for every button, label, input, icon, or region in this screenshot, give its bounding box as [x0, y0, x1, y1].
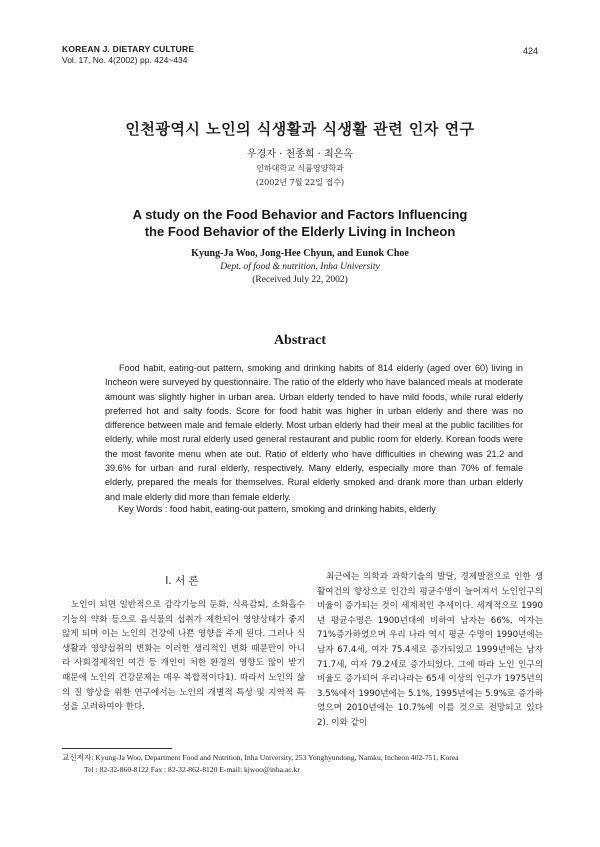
korean-affiliation: 인하대학교 식품영양학과 [256, 164, 344, 173]
journal-name: KOREAN J. DIETARY CULTURE [62, 44, 195, 54]
english-authors: Kyung-Ja Woo, Jong-Hee Chyun, and Eunok Choe [191, 248, 409, 259]
english-title-line-1: A study on the Food Behavior and Factors Influencing [132, 207, 468, 222]
korean-title: 인천광역시 노인의 식생활과 식생활 관련 인자 연구 [125, 120, 475, 138]
right-column-text: 최근에는 의학과 과학기술의 발달, 경제발전으로 인한 생활여건의 향상으로 인간의 평균수명이 늘어져서 노인인구의 비율이 증가되는 것이 세계적인 추세이다. 세계적으로 1990년 평균수명은 1900년대에 비하여 남자는 66%, 여자는 71%증가하였으며 우리 나라 역시 평균 수명이 1990년에는 남자 67.4세, 여자 75.4세로 증가되었고 1999년에는 남자 71.7세, 여자 79.2세로 증가되었다. 그에 따라 노인 인구의 비율도 증가되어 우리나라는 65세 이상의 인구가 1975년의 3.5%에서 1990년에는 5.1%, 1995년에는 5.9%로 증가하였으며 2010년에는 10.7%에 이를 것으로 전망되고 있다2). 이와 같이 [317, 572, 543, 728]
abstract-text: Food habit, eating-out pattern, smoking and drinking habits of 814 elderly (aged over 60) living in Incheon were surveyed by questionnaire. The ratio of the elderly who have balanced meals at moderate amount was slightly higher in urban area. Urban elderly tended to have mild foods, while rural elderly preferred hot and salty foods. Score for food habit was higher in urban elderly and there was no difference between male and female elderly. Most urban elderly had their meal at the public facilities for elderly, while most rural elderly used general restaurant and public room for elderly. Korean foods were the most favorite menu when ate out. Ratio of elderly who have difficulties in chewing was 21.2 and 39.6% for urban and rural elderly, respectively. Many elderly, especially more than 70% of female elderly, prepared the meals for themselves. Rural elderly smoked and drank more than urban elderly and male elderly did more than female elderly. [105, 363, 523, 502]
page-number: 424 [522, 46, 538, 56]
english-title [0, 206, 600, 240]
abstract-body [105, 361, 523, 504]
abstract-heading: Abstract [273, 333, 327, 348]
journal-header [62, 44, 194, 66]
english-received-date: (Received July 22, 2002) [252, 275, 348, 285]
left-column-text: 노인이 되면 일반적으로 감각기능의 둔화, 식욕감퇴, 소화흡수 기능의 약화 등으로 음식물의 섭취가 제한되어 영양상태가 좋지 않게 되며 이는 노인의 건강에 나쁜 영향을 주게 된다. 그러나 식생활과 영양섭취의 변화는 이러한 생리적인 변화 때문만이 아니라 사회경제적인 여건 등 개인이 처한 환경의 영향도 많이 받기 때문에 노인의 건강문제는 매우 복합적이다1). 따라서 노인의 삶의 질 향상을 위한 연구에서는 노인의 개별적 특성 및 지역적 특성을 고려하여야 한다. [62, 600, 305, 713]
journal-volume: Vol. 17, No. 4(2002) pp. 424~434 [62, 55, 188, 65]
left-column [62, 598, 305, 715]
english-title-line-2: the Food Behavior of the Elderly Living in Incheon [144, 224, 456, 239]
english-affiliation: Dept. of food & nutrition, Inha University [220, 262, 380, 272]
footnote [62, 752, 542, 776]
footnote-rule [62, 748, 172, 749]
footnote-contact: Tel : 82-32-860-8122 Fax : 82-32-862-8120 E-mail: kjwoo@inha.ac.kr [84, 765, 300, 774]
footnote-correspondence: 교신저자: Kyung-Ja Woo, Department Food and Nutrition, Inha University, 253 Yonghyundong, Namku, Incheon 402-751, Korea [62, 753, 459, 762]
korean-received-date: (2002년 7월 22일 접수) [255, 178, 345, 187]
keywords: Key Words : food habit, eating-out pattern, smoking and drinking habits, elderly [118, 504, 436, 514]
right-column [317, 570, 543, 731]
section-heading-introduction: I. 서 론 [165, 575, 199, 587]
korean-authors: 우경자 · 천종희 · 최은옥 [246, 149, 353, 160]
